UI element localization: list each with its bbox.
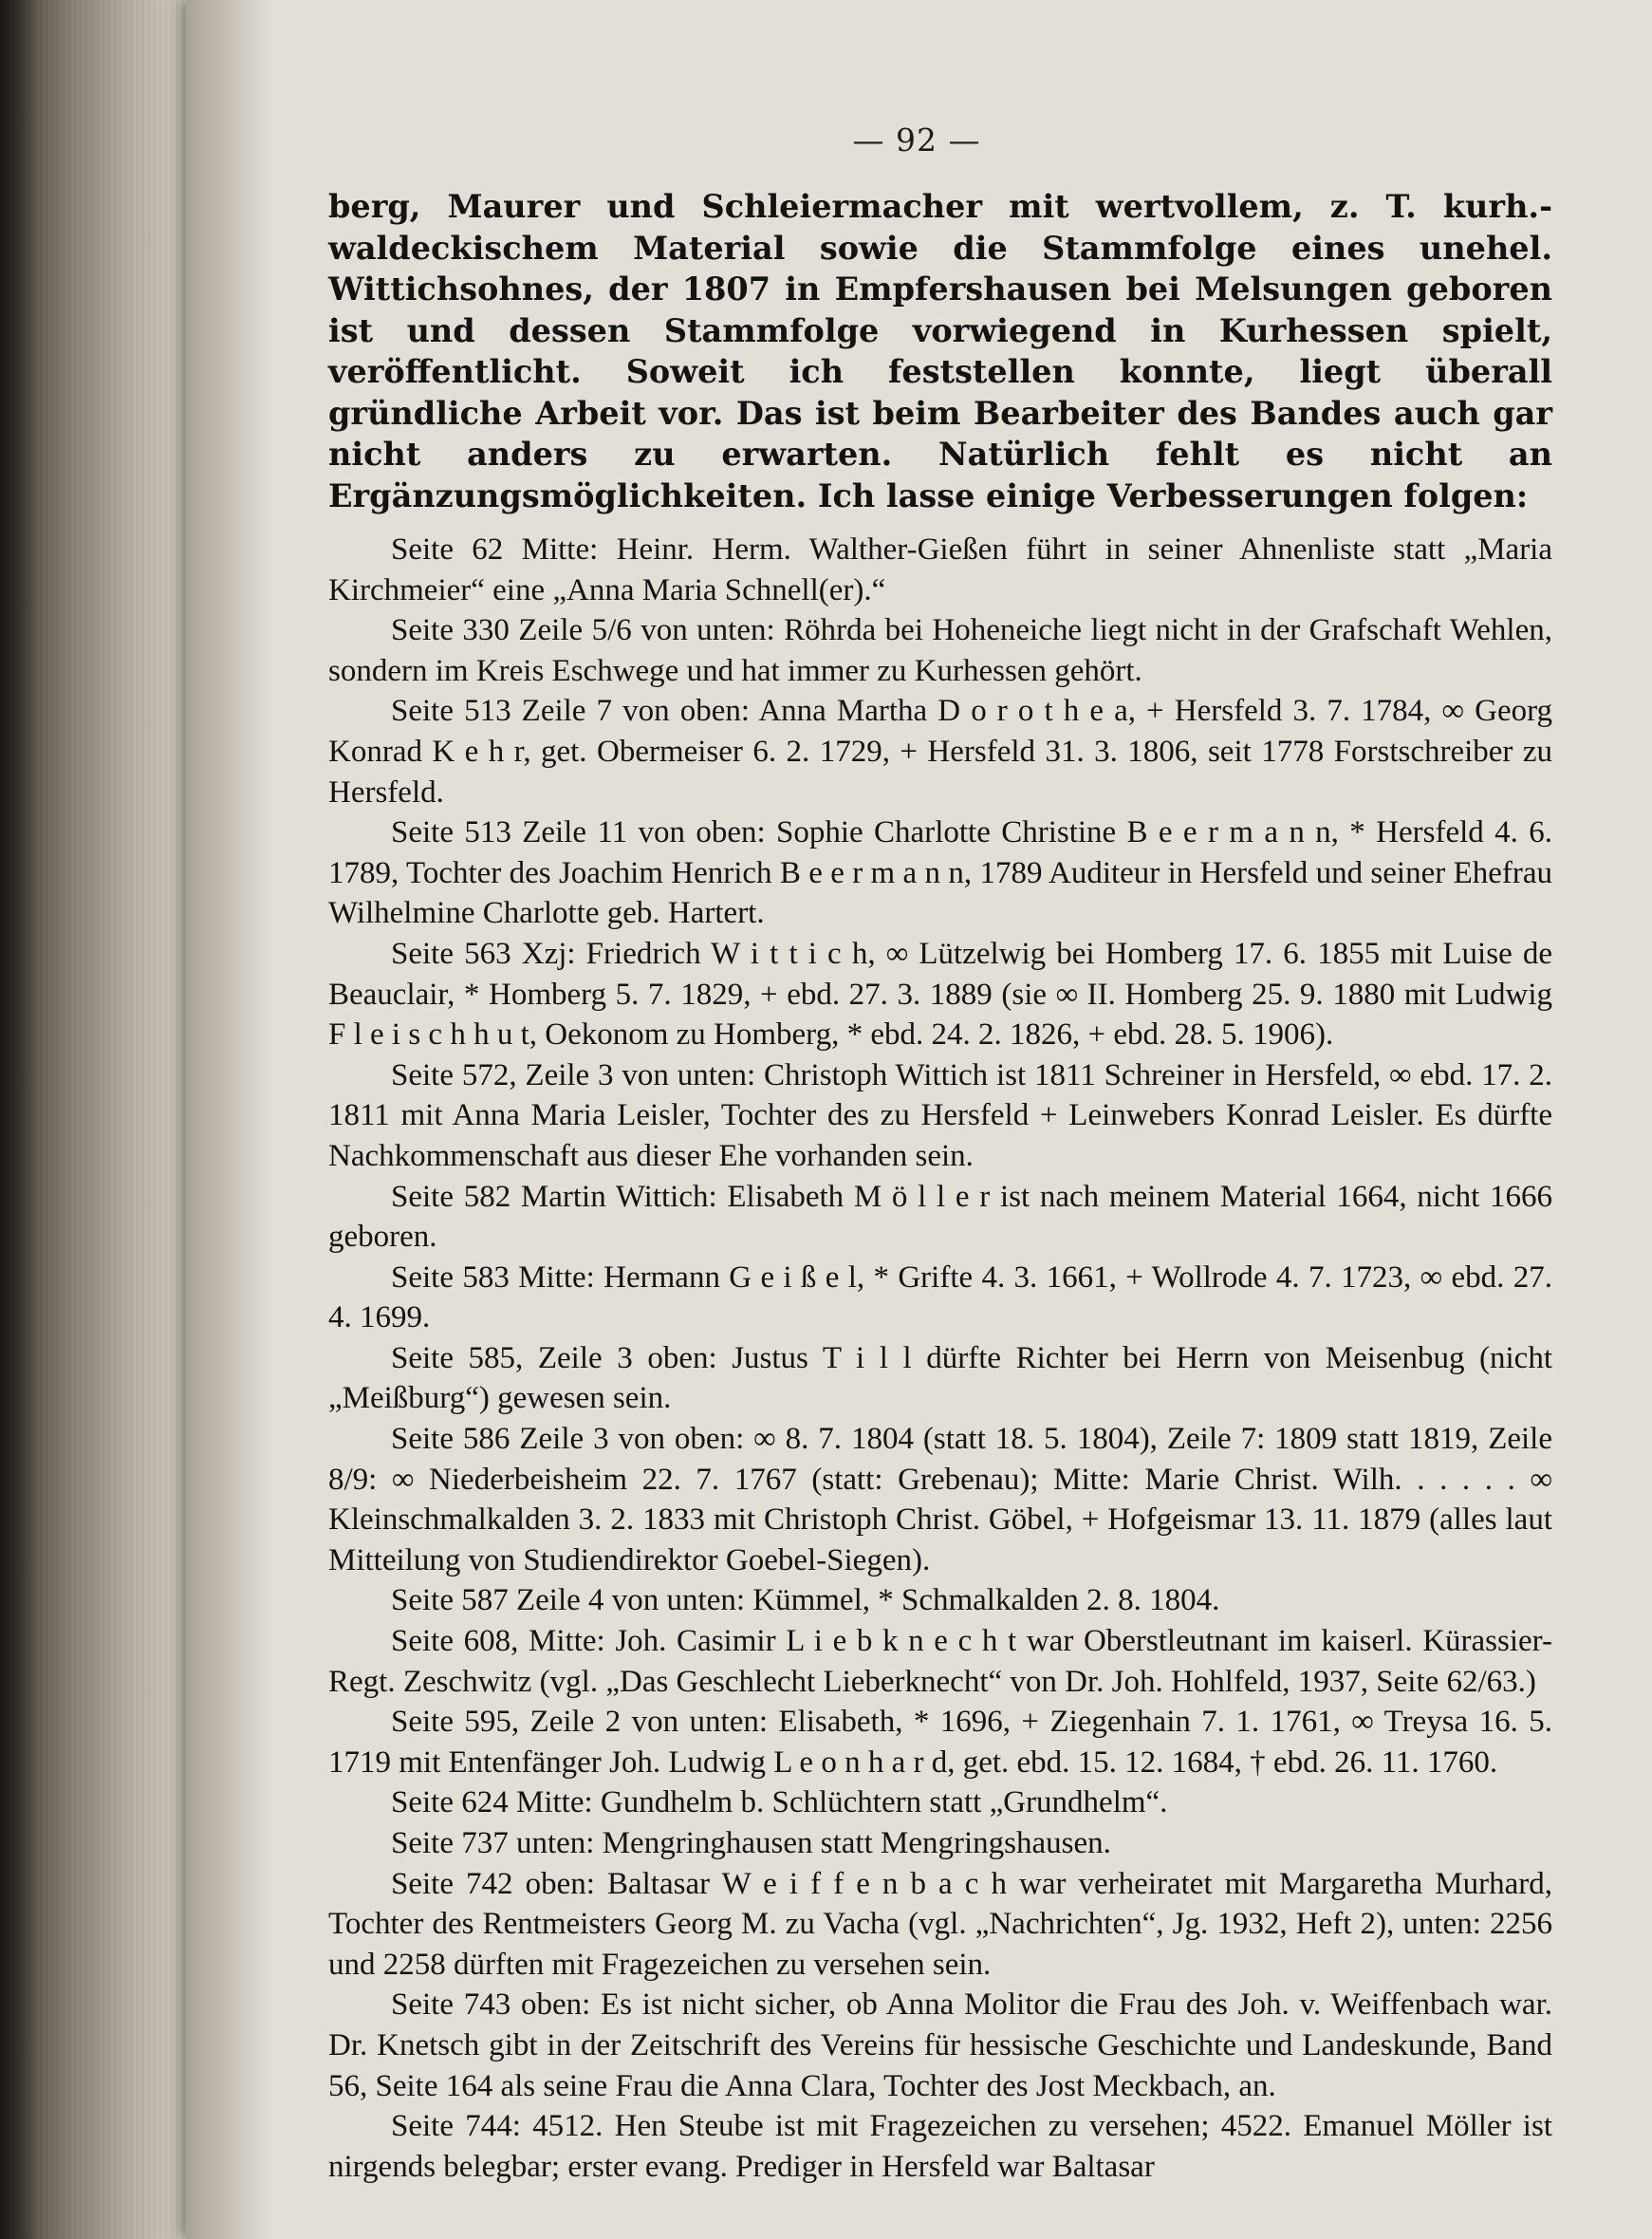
page-number: — 92 — xyxy=(852,121,981,159)
correction-entry-seite-744: Seite 744: 4512. Hen Steube ist mit Fragezeichen zu versehen; 4522. Emanuel Möller ist nirgends belegbar; erster evang. Prediger in Hersfeld war Baltasar xyxy=(328,2109,1552,2184)
correction-entry-seite-563: Seite 563 Xzj: Friedrich W i t t i c h, ∞ Lützelwig bei Homberg 17. 6. 1855 mit Luise de Beauclair, * Homberg 5. 7. 1829, + ebd. 27. 3. 1889 (sie ∞ II. Homberg 25. 9. 1880 mit Ludwig F l e i s c h h u t, Oekonom zu Homberg, * ebd. 24. 2. 1826, + ebd. 28. 5. 1906). xyxy=(328,936,1552,1053)
correction-entry-seite-585: Seite 585, Zeile 3 oben: Justus T i l l dürfte Richter bei Herrn von Meisenbug (nicht „Meißburg“) gewesen sein. xyxy=(328,1340,1552,1416)
correction-entry-seite-743: Seite 743 oben: Es ist nicht sicher, ob Anna Molitor die Frau des Joh. v. Weiffenbach war. Dr. Knetsch gibt in der Zeitschrift des Vereins für hessische Geschichte und Landeskunde, Band 56, Seite 164 als seine Frau die Anna Clara, Tochter des Jost Meckbach, an. xyxy=(328,1987,1552,2103)
correction-entry-seite-586: Seite 586 Zeile 3 von oben: ∞ 8. 7. 1804 (statt 18. 5. 1804), Zeile 7: 1809 statt 1819, Zeile 8/9: ∞ Niederbeisheim 22. 7. 1767 (statt: Grebenau); Mitte: Marie Christ. Wilh. . . . . . ∞ Kleinschmalkalden 3. 2. 1833 mit Christoph Christ. Göbel, + Hofgeismar 13. 11. 1879 (alles laut Mitteilung von Studiendirektor Goebel-Siegen). xyxy=(328,1422,1552,1577)
book-binding-shadow xyxy=(0,0,38,2239)
correction-entry-seite-583: Seite 583 Mitte: Hermann G e i ß e l, * Grifte 4. 3. 1661, + Wollrode 4. 7. 1723, ∞ ebd. 27. 4. 1699. xyxy=(328,1259,1552,1335)
correction-entry-seite-587: Seite 587 Zeile 4 von unten: Kümmel, * Schmalkalden 2. 8. 1804. xyxy=(391,1583,1220,1618)
correction-entry-seite-62: Seite 62 Mitte: Heinr. Herm. Walther-Gießen führt in seiner Ahnenliste statt „Maria Kirchmeier“ eine „Anna Maria Schnell(er).“ xyxy=(328,532,1552,607)
correction-entry-seite-608: Seite 608, Mitte: Joh. Casimir L i e b k n e c h t war Oberstleutnant im kaiserl. Kürassier-Regt. Zeschwitz (vgl. „Das Geschlecht Lieberknecht“ von Dr. Joh. Hohlfeld, 1937, Seite 62/63.) xyxy=(328,1624,1552,1699)
book-page xyxy=(186,0,1652,2239)
correction-entry-seite-737: Seite 737 unten: Mengringhausen statt Mengringshausen. xyxy=(391,1826,1111,1860)
page-content xyxy=(328,186,1552,2187)
correction-entry-seite-595: Seite 595, Zeile 2 von unten: Elisabeth, * 1696, + Ziegenhain 7. 1. 1761, ∞ Treysa 16. 5. 1719 mit Entenfänger Joh. Ludwig L e o n h a r d, get. ebd. 15. 12. 1684, † ebd. 26. 11. 1760. xyxy=(328,1705,1552,1780)
correction-entry-seite-513-zeile-7: Seite 513 Zeile 7 von oben: Anna Martha D o r o t h e a, + Hersfeld 3. 7. 1784, ∞ Georg Konrad K e h r, get. Obermeiser 6. 2. 1729, + Hersfeld 31. 3. 1806, seit 1778 Forstschreiber zu Hersfeld. xyxy=(328,694,1552,810)
intro-paragraph: berg, Maurer und Schleiermacher mit wertvollem, z. T. kurh.-waldeckischem Material sowie die Stammfolge eines unehel. Wittichsohnes, der 1807 in Empfershausen bei Melsungen geboren ist und dessen Stammfolge vorwiegend in Kurhessen spielt, veröffentlicht. Soweit ich feststellen konnte, liegt überall gründliche Arbeit vor. Das ist beim Bearbeiter des Bandes auch gar nicht anders zu erwarten. Natürlich fehlt es nicht an Ergänzungsmöglichkeiten. Ich lasse einige Verbesserungen folgen: xyxy=(328,188,1552,514)
corrections-list xyxy=(328,530,1552,2187)
correction-entry-seite-513-zeile-11: Seite 513 Zeile 11 von oben: Sophie Charlotte Christine B e e r m a n n, * Hersfeld 4. 6. 1789, Tochter des Joachim Henrich B e e r m a n n, 1789 Auditeur in Hersfeld und seiner Ehefrau Wilhelmine Charlotte geb. Hartert. xyxy=(328,815,1552,931)
correction-entry-seite-582: Seite 582 Martin Wittich: Elisabeth M ö l l e r ist nach meinem Material 1664, nicht 1666 geboren. xyxy=(328,1179,1552,1255)
correction-entry-seite-624: Seite 624 Mitte: Gundhelm b. Schlüchtern statt „Grundhelm“. xyxy=(391,1785,1168,1820)
correction-entry-seite-742: Seite 742 oben: Baltasar W e i f f e n b a c h war verheiratet mit Margaretha Murhard, Tochter des Rentmeisters Georg M. zu Vacha (vgl. „Nachrichten“, Jg. 1932, Heft 2), unten: 2256 und 2258 dürften mit Fragezeichen zu versehen sein. xyxy=(328,1866,1552,1982)
correction-entry-seite-330: Seite 330 Zeile 5/6 von unten: Röhrda bei Hoheneiche liegt nicht in der Grafschaft Wehlen, sondern im Kreis Eschwege und hat immer zu Kurhessen gehört. xyxy=(328,613,1552,688)
correction-entry-seite-572: Seite 572, Zeile 3 von unten: Christoph Wittich ist 1811 Schreiner in Hersfeld, ∞ ebd. 17. 2. 1811 mit Anna Maria Leisler, Tochter des zu Hersfeld + Leinwebers Konrad Leisler. Es dürfte Nachkommenschaft aus dieser Ehe vorhanden sein. xyxy=(328,1057,1552,1173)
